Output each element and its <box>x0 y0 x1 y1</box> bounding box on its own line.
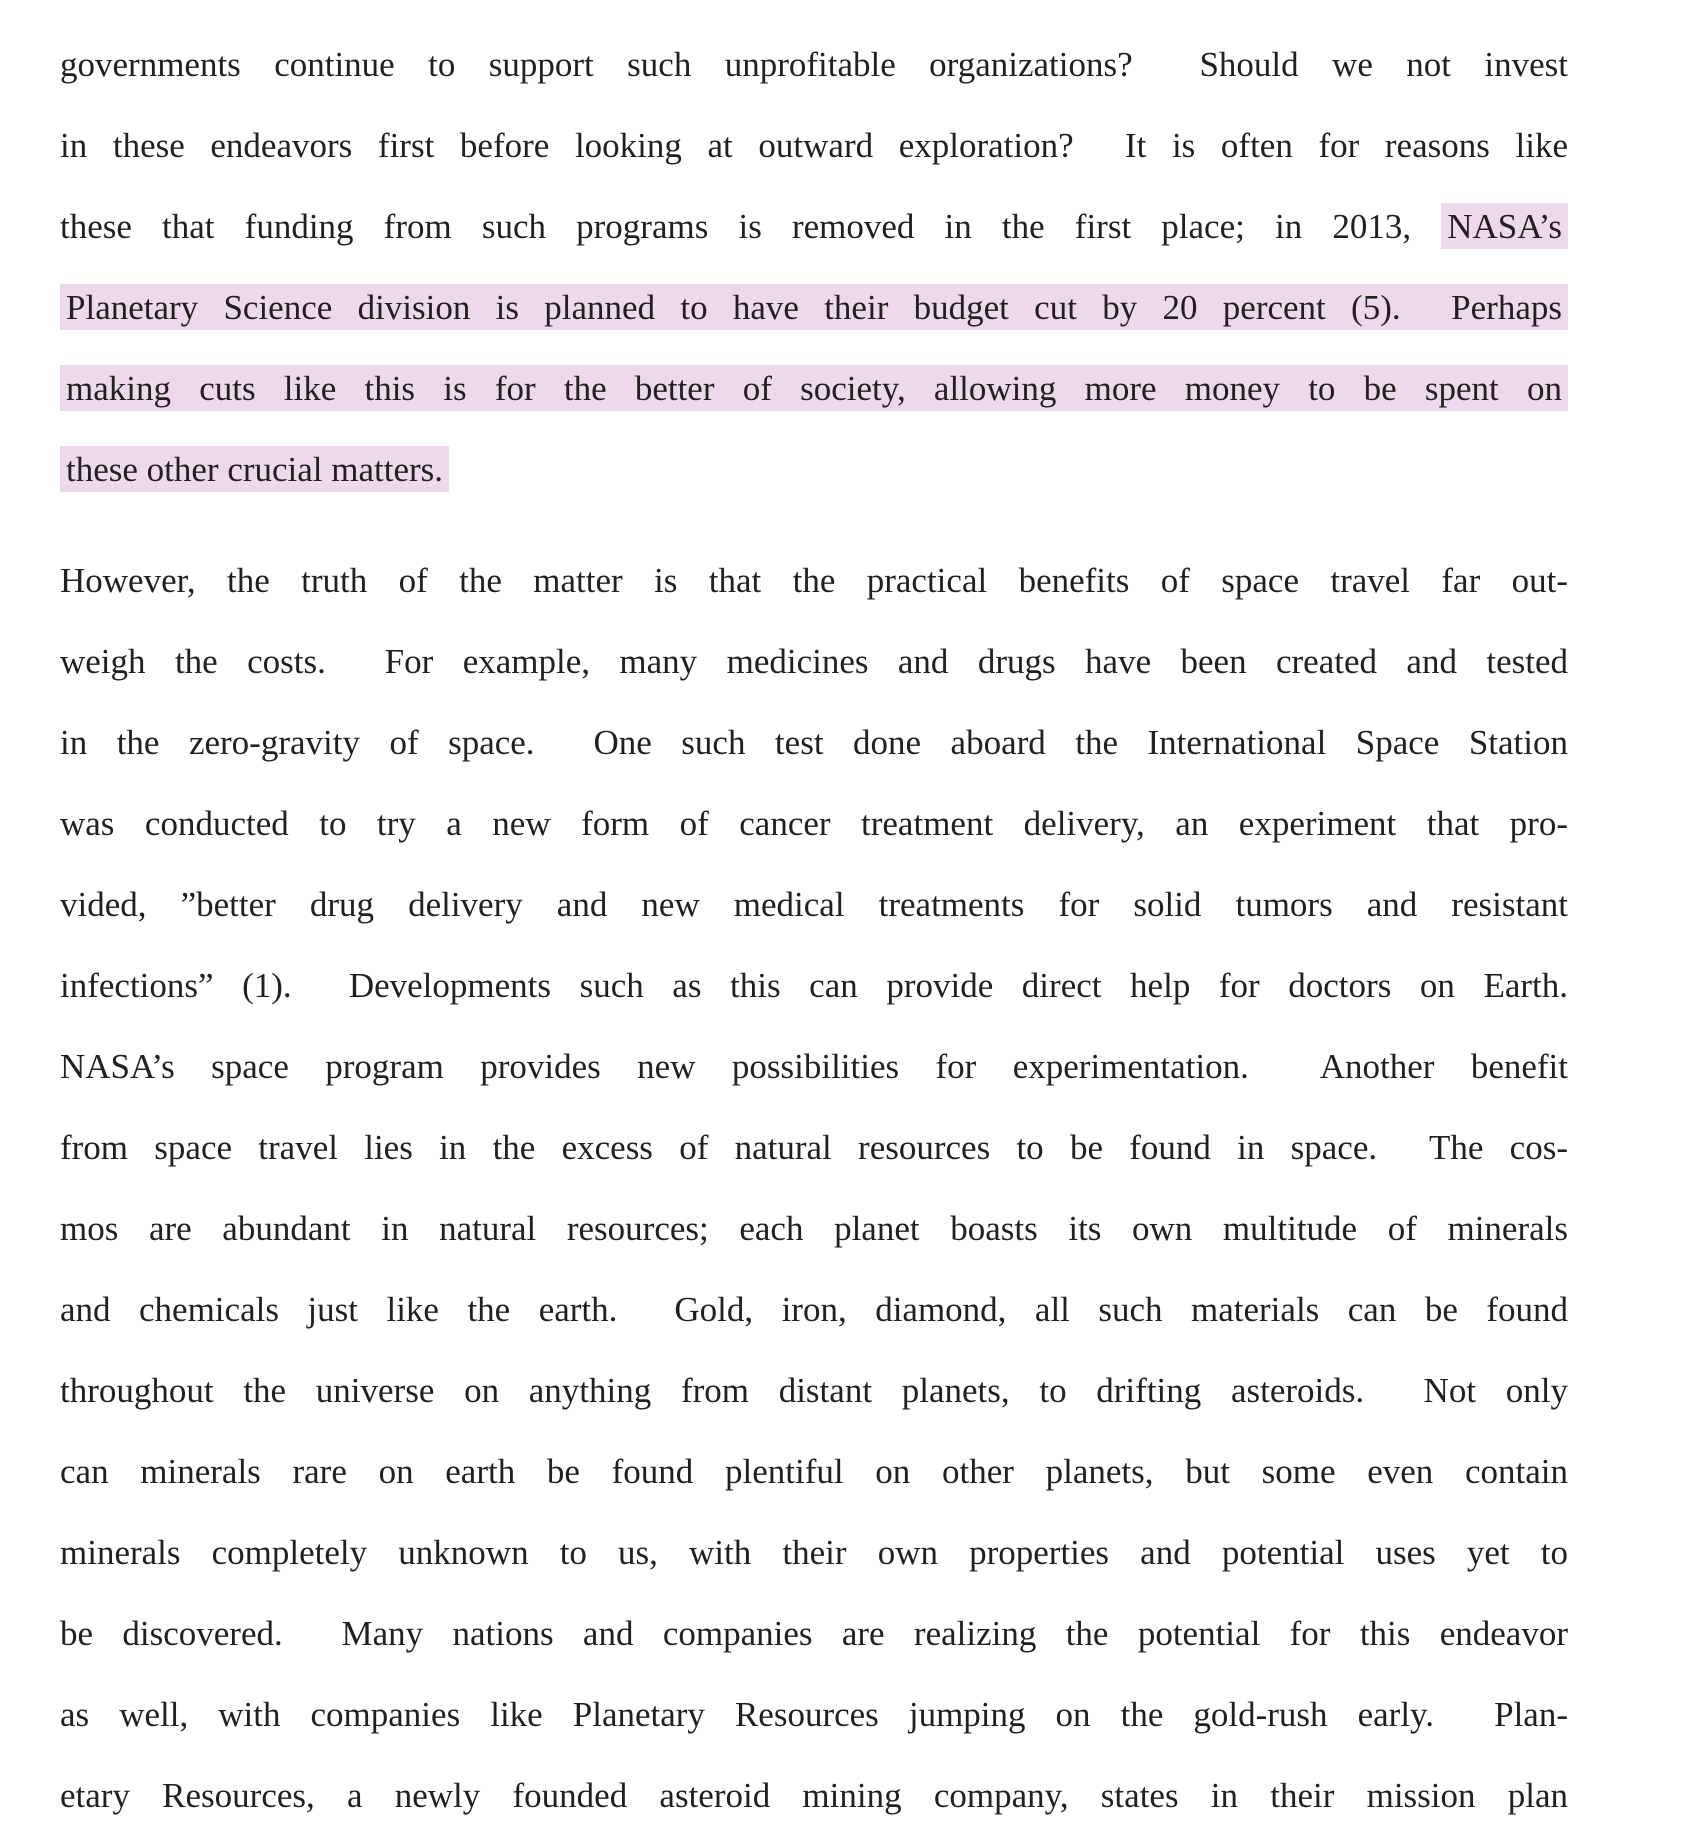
text-line <box>60 1512 1568 1593</box>
plain-text: and chemicals just like the earth. Gold, iron, diamond, all such materials can be found <box>60 1290 1568 1329</box>
plain-text: was conducted to try a new form of cancer treatment delivery, an experiment that pro- <box>60 804 1568 843</box>
highlighted-text: NASA’s <box>1441 203 1568 249</box>
text-line <box>60 1269 1568 1350</box>
text-line <box>60 540 1568 621</box>
text-line <box>60 1350 1568 1431</box>
text-line <box>60 945 1568 1026</box>
plain-text: in the zero-gravity of space. One such test done aboard the International Space Station <box>60 723 1568 762</box>
plain-text: vided, ”better drug delivery and new medical treatments for solid tumors and resistant <box>60 885 1568 924</box>
plain-text: governments continue to support such unprofitable organizations? Should we not invest <box>60 45 1568 84</box>
plain-text: infections” (1). Developments such as this can provide direct help for doctors on Earth. <box>60 966 1568 1005</box>
text-line <box>60 348 1568 429</box>
text-line <box>60 783 1568 864</box>
text-line <box>60 1593 1568 1674</box>
paragraph-1 <box>60 24 1568 510</box>
highlighted-text: making cuts like this is for the better of society, allowing more money to be spent on <box>60 365 1568 411</box>
text-line <box>60 864 1568 945</box>
text-line <box>60 24 1568 105</box>
plain-text: be discovered. Many nations and companies are realizing the potential for this endeavor <box>60 1614 1568 1653</box>
text-line <box>60 1674 1568 1755</box>
text-line <box>60 1026 1568 1107</box>
plain-text: mos are abundant in natural resources; each planet boasts its own multitude of minerals <box>60 1209 1568 1248</box>
plain-text: weigh the costs. For example, many medicines and drugs have been created and tested <box>60 642 1568 681</box>
text-line <box>60 1188 1568 1269</box>
plain-text: as well, with companies like Planetary Resources jumping on the gold-rush early. Plan- <box>60 1695 1568 1734</box>
plain-text: from space travel lies in the excess of natural resources to be found in space. The cos- <box>60 1128 1568 1167</box>
text-line <box>60 1755 1568 1836</box>
highlighted-text: Planetary Science division is planned to have their budget cut by 20 percent (5). Perhaps <box>60 284 1568 330</box>
text-line <box>60 702 1568 783</box>
text-line <box>60 1431 1568 1512</box>
text-line <box>60 105 1568 186</box>
plain-text: in these endeavors first before looking at outward exploration? It is often for reasons like <box>60 126 1568 165</box>
plain-text: minerals completely unknown to us, with their own properties and potential uses yet to <box>60 1533 1568 1572</box>
plain-text: NASA’s space program provides new possibilities for experimentation. Another benefit <box>60 1047 1568 1086</box>
text-line <box>60 186 1568 267</box>
plain-text: these that funding from such programs is removed in the first place; in 2013, <box>60 207 1442 246</box>
text-line <box>60 267 1568 348</box>
text-line <box>60 1107 1568 1188</box>
text-line <box>60 621 1568 702</box>
plain-text: throughout the universe on anything from distant planets, to drifting asteroids. Not only <box>60 1371 1568 1410</box>
plain-text: can minerals rare on earth be found plentiful on other planets, but some even contain <box>60 1452 1568 1491</box>
plain-text: However, the truth of the matter is that the practical benefits of space travel far out- <box>60 561 1568 600</box>
text-line <box>60 429 1568 510</box>
paragraph-2 <box>60 540 1568 1836</box>
highlighted-text: these other crucial matters. <box>60 446 449 492</box>
plain-text: etary Resources, a newly founded asteroid mining company, states in their mission plan <box>60 1776 1568 1815</box>
